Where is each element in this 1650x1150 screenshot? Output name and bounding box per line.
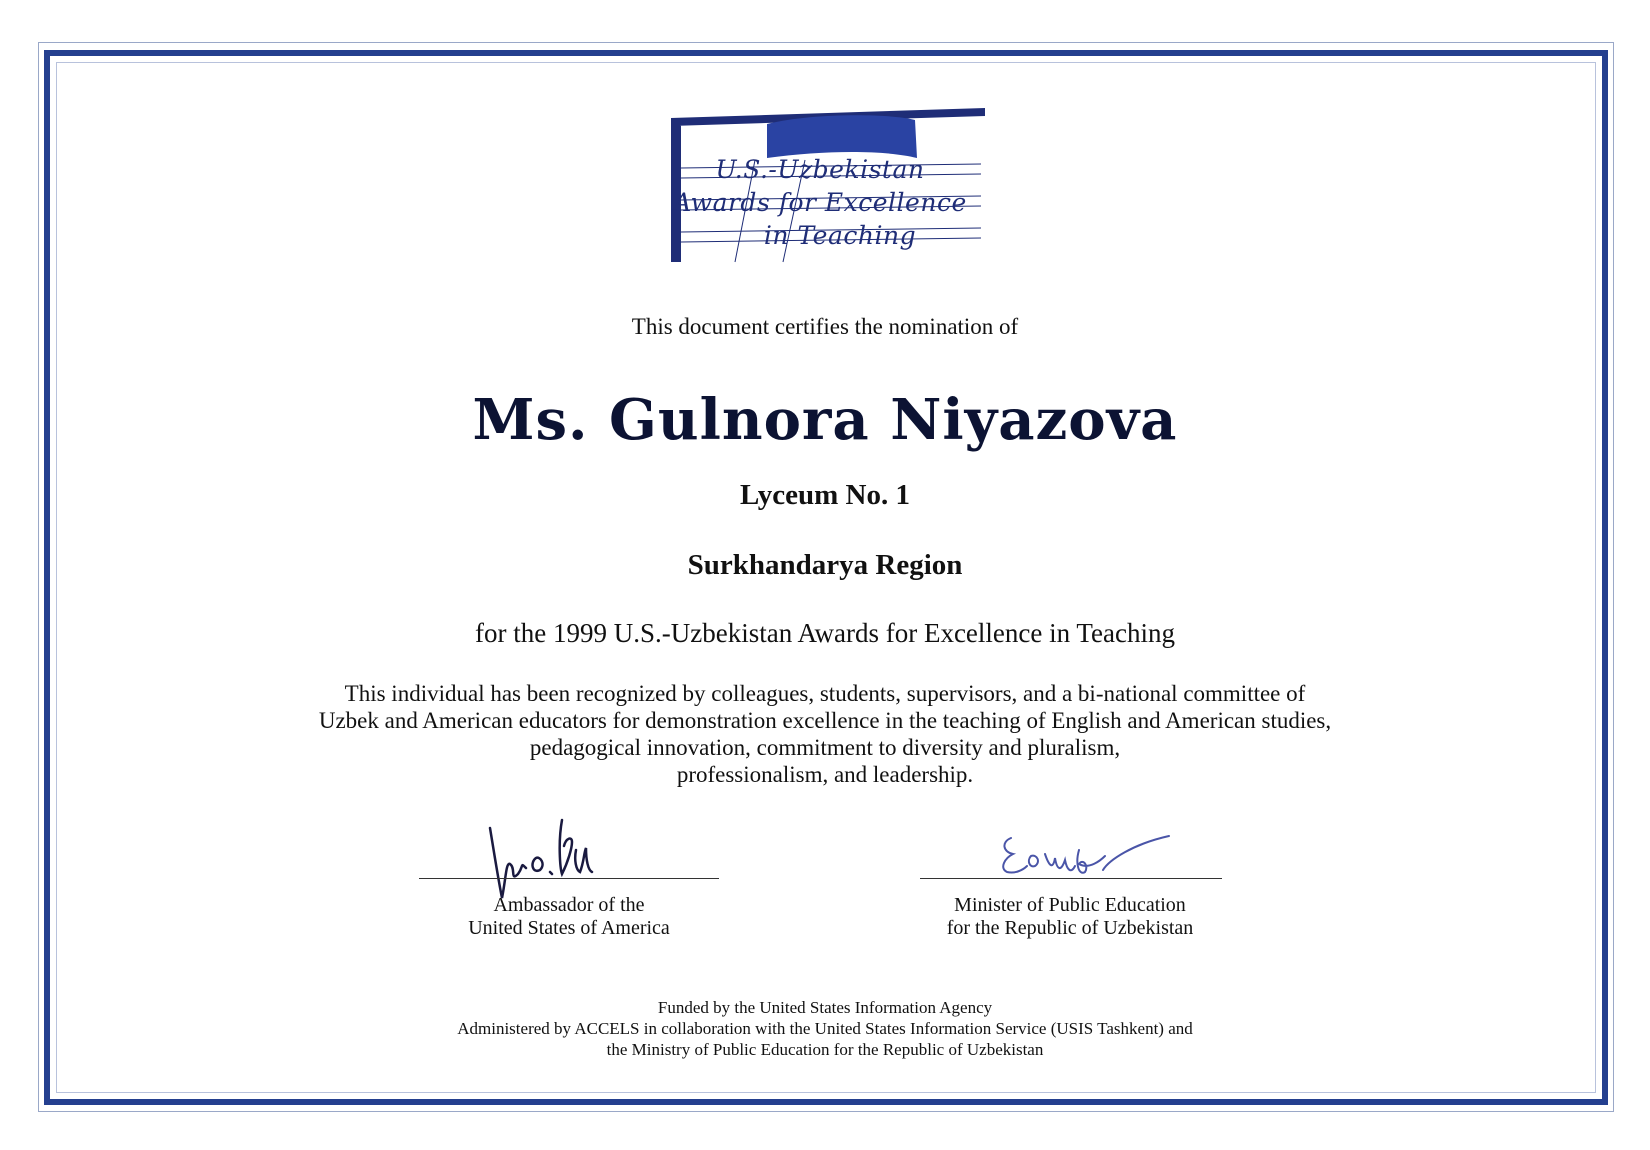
footer-line-2: Administered by ACCELS in collaboration with the United States Information Service (USIS Tashkent) and <box>457 1019 1193 1038</box>
nominee-name: Ms. Gulnora Niyazova <box>472 387 1178 453</box>
recognition-paragraph <box>0 680 1650 788</box>
logo-line-3: in Teaching <box>763 221 917 250</box>
ambassador-signature-block <box>419 878 719 940</box>
footer-line-3: the Ministry of Public Education for the Republic of Uzbekistan <box>606 1040 1044 1059</box>
funding-footer <box>0 997 1650 1060</box>
paragraph-line: pedagogical innovation, commitment to diversity and pluralism, <box>529 735 1121 760</box>
paragraph-line: Uzbek and American educators for demonstration excellence in the teaching of English and American studies, <box>318 708 1332 733</box>
nominee-school: Lyceum No. 1 <box>740 479 910 511</box>
minister-signature-block <box>920 878 1220 940</box>
ambassador-title: Ambassador of the <box>493 894 645 916</box>
minister-country: for the Republic of Uzbekistan <box>946 917 1194 939</box>
logo-line-2: Awards for Excellence <box>673 188 967 217</box>
certificate-intro: This document certifies the nomination of <box>631 314 1019 339</box>
logo-line-1: U.S.-Uzbekistan <box>715 155 925 184</box>
footer-line-1: Funded by the United States Information Agency <box>657 998 993 1017</box>
award-title: for the 1999 U.S.-Uzbekistan Awards for Excellence in Teaching <box>475 618 1175 648</box>
paragraph-line: This individual has been recognized by colleagues, students, supervisors, and a bi-national committee of <box>344 681 1306 706</box>
paragraph-line: professionalism, and leadership. <box>676 762 974 787</box>
ambassador-country: United States of America <box>468 917 670 939</box>
nominee-region: Surkhandarya Region <box>687 549 963 581</box>
minister-title: Minister of Public Education <box>954 894 1186 916</box>
awards-logo <box>655 100 985 270</box>
